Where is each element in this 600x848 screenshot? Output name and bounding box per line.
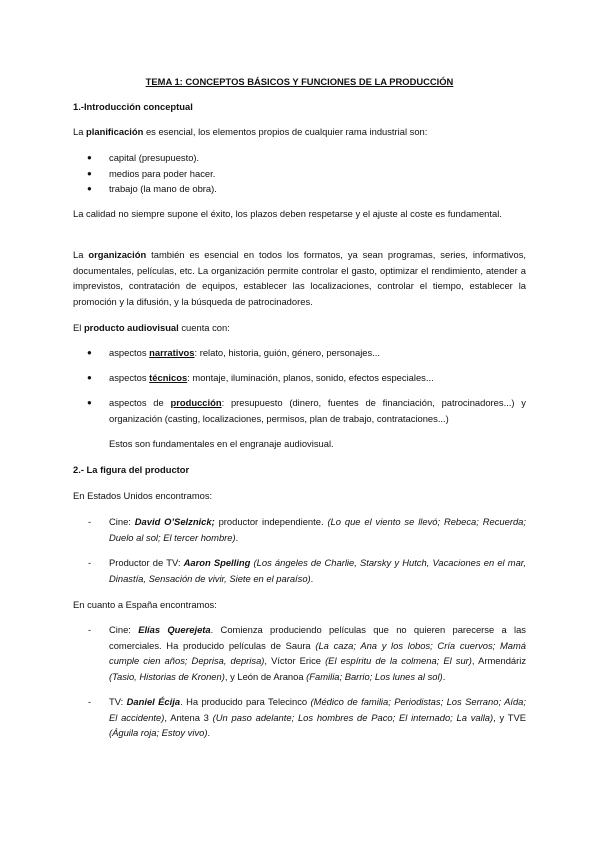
list-item: ● aspectos de producción: presupuesto (dinero, fuentes de financiación, patrocinadores...) y organización (casting, localizaciones, permisos, plan de trabajo, contrataciones...) [73,395,526,426]
list-item: - Cine: David O’Selznick; productor independiente. (Lo que el viento se llevó; Rebeca; Recuerda; Duelo al sol; El tercer hombre). [73,514,526,545]
list-item: ● aspectos narrativos: relato, historia, guión, género, personajes... [73,345,526,361]
list-item: ● medios para poder hacer. [73,166,526,182]
list-item: - TV: Daniel Écija. Ha producido para Telecinco (Médico de familia; Periodistas; Los Serrano; Aída; El accidente), Antena 3 (Un paso adelante; Los hombres de Paco; El internado; La valla), y TVE (Águila roja; Estoy vivo). [73,694,526,741]
planning-paragraph: La planificación es esencial, los elementos propios de cualquier rama industrial son: [73,126,428,137]
list-item: ● capital (presupuesto). [73,150,526,166]
usa-producers-list [73,555,526,586]
planning-elements-list [73,150,526,197]
list-item: - Cine: Elías Querejeta. Comienza produciendo películas que no quieren parecerse a las comerciales. Ha producido películas de Saura (La caza; Ana y los lobos; Cría cuervos; Mamá cumple cien años; Deprisa, deprisa), Víctor Erice (El espíritu de la colmena; El sur), Armendáriz (Tasio, Historias de Kronen), y León de Aranoa (Familia; Barrio; Los lunes al sol). [73,622,526,684]
list-item: - Productor de TV: Aaron Spelling (Los ángeles de Charlie, Starsky y Hutch, Vacaciones en el mar, Dinastía, Sensación de vivir, Siete en el paraíso). [73,555,526,586]
aspects-list [73,395,526,426]
document-title: TEMA 1: CONCEPTOS BÁSICOS Y FUNCIONES DE LA PRODUCCIÓN [145,76,454,87]
usa-intro: En Estados Unidos encontramos: [73,490,213,501]
aspects-list [73,345,526,361]
section-2-heading: 2.- La figura del productor [73,464,190,475]
spain-producers-list [73,622,526,684]
fundamentals-note: Estos son fundamentales en el engranaje audiovisual. [109,438,334,449]
aspects-list [73,370,526,386]
product-paragraph: El producto audiovisual cuenta con: [73,322,230,333]
list-item: ● trabajo (la mano de obra). [73,181,526,197]
quality-paragraph: La calidad no siempre supone el éxito, los plazos deben respetarse y el ajuste al coste es fundamental. [73,208,502,219]
spain-intro: En cuanto a España encontramos: [73,599,217,610]
list-item: ● aspectos técnicos: montaje, iluminación, planos, sonido, efectos especiales... [73,370,526,386]
section-1-heading: 1.-Introducción conceptual [73,101,193,112]
usa-producers-list [73,514,526,545]
organization-paragraph: La organización también es esencial en todos los formatos, ya sean programas, series, informativos, documentales, películas, etc. La organización permite controlar el gasto, optimizar el rendimiento, atender a imprevistos, contratación de equipos, establecer las localizaciones, controlar el tiempo, establecer la promoción y la difusión, y la búsqueda de patrocinadores. [73,249,526,307]
spain-producers-list [73,694,526,741]
